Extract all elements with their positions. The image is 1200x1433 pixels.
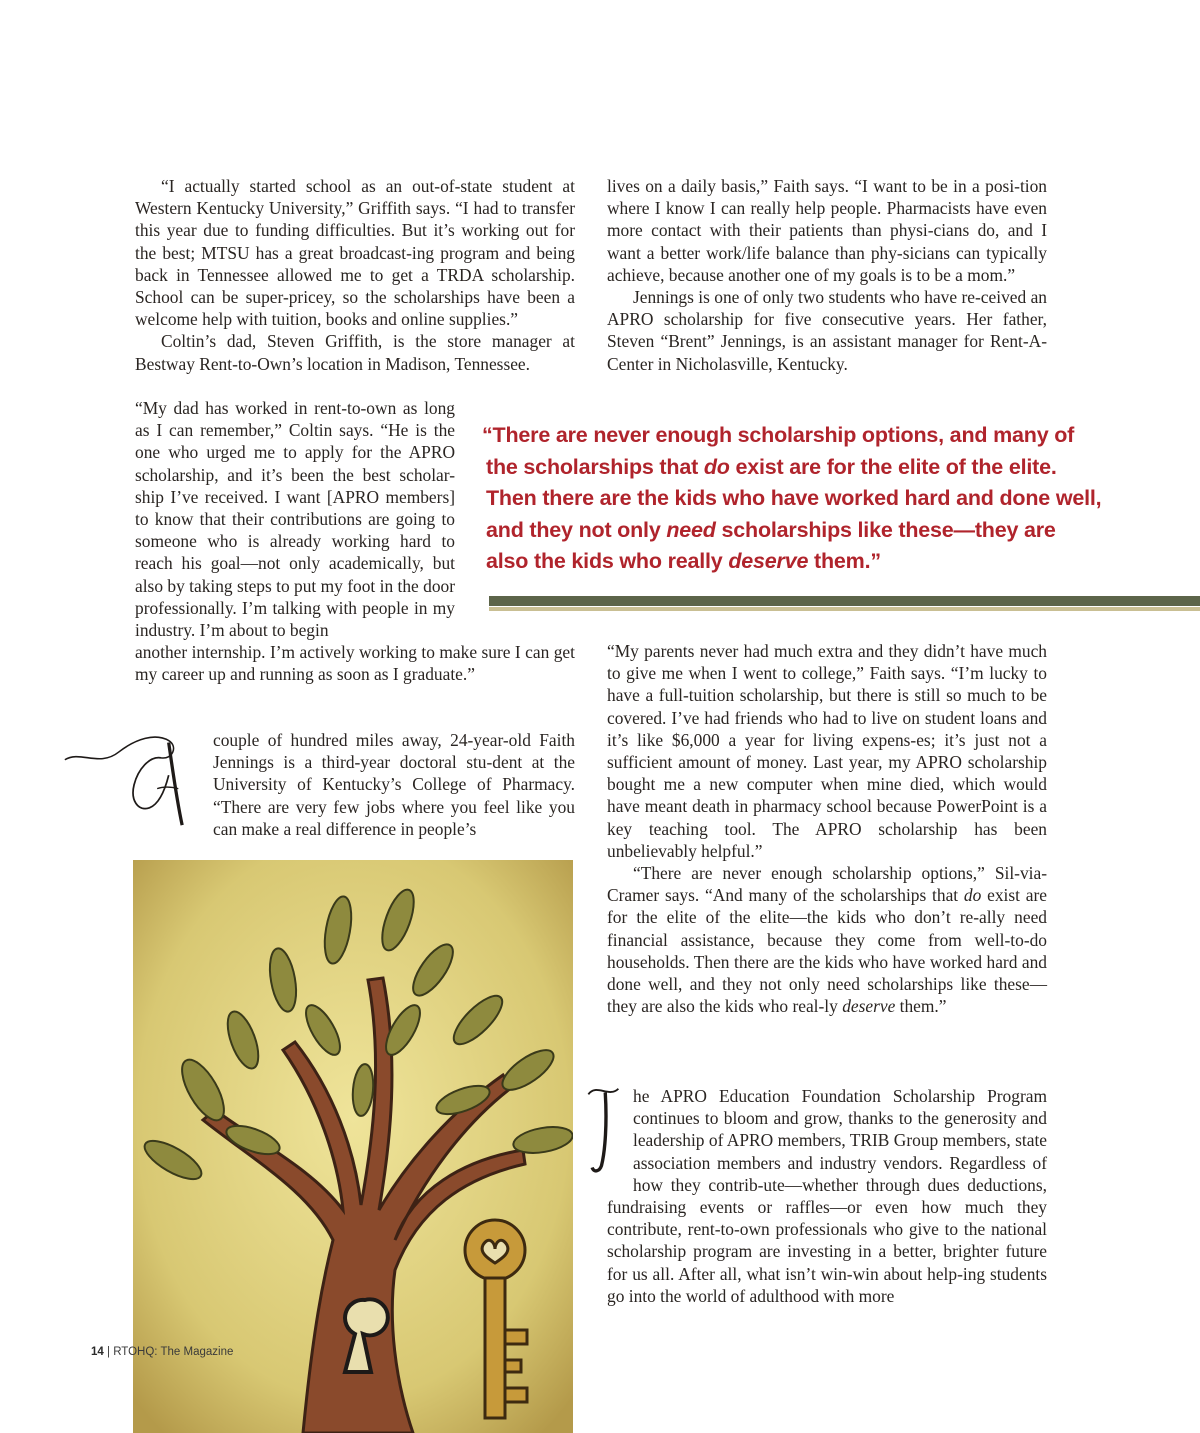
body-paragraph: Jennings is one of only two students who have re-ceived an APRO scholarship for five consecutive years. Her father, Steven “Brent” Jennings, is an assistant manager for Rent-A-Center in Nicholasville, Kentucky. <box>607 287 1047 374</box>
body-paragraph: lives on a daily basis,” Faith says. “I want to be in a posi-tion where I know I can really help people. Pharmacists have even more contact with their patients than physi-cians do, and I want a better work/life balance than phy-sicians can typically achieve, because another one of my goals is to be a mom.” <box>607 176 1047 285</box>
dropcap-a-icon <box>61 729 211 829</box>
pull-quote-line: Then there are the kids who have worked hard and done well, <box>486 486 1102 510</box>
left-column-continued <box>135 641 575 685</box>
footer-separator: | <box>107 1346 110 1358</box>
dropcap-text: couple of hundred miles away, 24-year-old Faith Jennings is a third-year doctoral stu-dent at the University of Kentucky’s College of Pharmacy. “There are very few jobs where you feel like you can make a real difference in people’s <box>213 730 575 839</box>
pull-quote-line: and they not only need scholarships like these—they are <box>486 517 1056 542</box>
page-number: 14 <box>91 1346 104 1358</box>
pull-quote-line: the scholarships that do exist are for the elite of the elite. <box>486 454 1057 479</box>
body-paragraph: “My dad has worked in rent-to-own as long as I can remember,” Coltin says. “He is the one who urged me to apply for the APRO scholarship, and it’s been the best scholar-ship I’ve received. I want [APRO members] to know that their contributions are going to someone who is already working hard to reach his goal—not only academically, but also by taking steps to put my foot in the door professionally. I’m talking with people in my industry. I’m about to begin <box>135 398 455 641</box>
pull-quote <box>482 420 1126 578</box>
body-paragraph: Coltin’s dad, Steven Griffith, is the store manager at Bestway Rent-to-Own’s location in Madison, Tennessee. <box>135 331 575 374</box>
body-paragraph <box>607 1085 1047 1307</box>
pull-quote-line: “There are never enough scholarship options, and many of <box>482 423 1075 447</box>
dropcap-letter: A <box>195 822 198 825</box>
body-paragraph <box>135 729 575 840</box>
pull-quote-line: also the kids who really deserve them.” <box>486 549 881 573</box>
left-column-dropcap-section <box>135 729 575 840</box>
left-column-top <box>135 175 575 375</box>
right-column-middle <box>607 640 1047 1017</box>
body-paragraph: “There are never enough scholarship options,” Sil-via-Cramer says. “And many of the scholarships that do exist are for the elite of the elite—the kids who don’t re-ally need financial assistance, because they come from well-to-do households. Then there are the kids who have worked hard and done well, and they not only need scholarships like these—they are also the kids who real-ly deserve them.” <box>607 863 1047 1017</box>
dropcap-text: he APRO Education Foundation Scholarship Program continues to bloom and grow, thanks to the generosity and leadership of APRO members, TRIB Group members, state association members and industry vendors. Regardless of how they contrib-ute—whether through dues deductions, fundraising events or raffles—or even how much they contribute, rent-to-own professionals who give to the national scholarship program are investing in a better, brighter future for us all. After all, what isn’t win-win about help-ing students go into the world of adulthood with more <box>607 1086 1047 1306</box>
decorative-rule <box>489 596 1200 612</box>
body-paragraph: another internship. I’m actively working to make sure I can get my career up and running as soon as I graduate.” <box>135 642 575 685</box>
page-footer <box>91 1346 233 1358</box>
body-paragraph: “I actually started school as an out-of-state student at Western Kentucky University,” Griffith says. “I had to transfer this year due to funding difficulties. But it’s working out for the best; MTSU has a great broadcast-ing program and being back in Tennessee allowed me to get a TRDA scholarship. School can be super-pricey, so the scholarships have been a welcome help with tuition, books and online supplies.” <box>135 176 575 330</box>
right-column-top <box>607 175 1047 375</box>
body-paragraph: “My parents never had much extra and they didn’t have much to give me when I went to college,” Faith says. “I’m lucky to have a full-tuition scholarship, but there is still so much to be covered. I’ve had friends who had to live on student loans and it’s like $6,000 a year for living expens-es; it’s just not a sufficient amount of money. Last year, my APRO scholarship bought me a new computer when mine died, which would have meant death in pharmacy school because PowerPoint is a key teaching tool. The APRO scholarship has been unbelievably helpful.” <box>607 641 1047 861</box>
left-column-narrow <box>135 397 455 641</box>
publication-name: RTOHQ: The Magazine <box>113 1346 234 1358</box>
right-column-bottom <box>607 1085 1047 1307</box>
dropcap-t-icon <box>585 1085 633 1175</box>
